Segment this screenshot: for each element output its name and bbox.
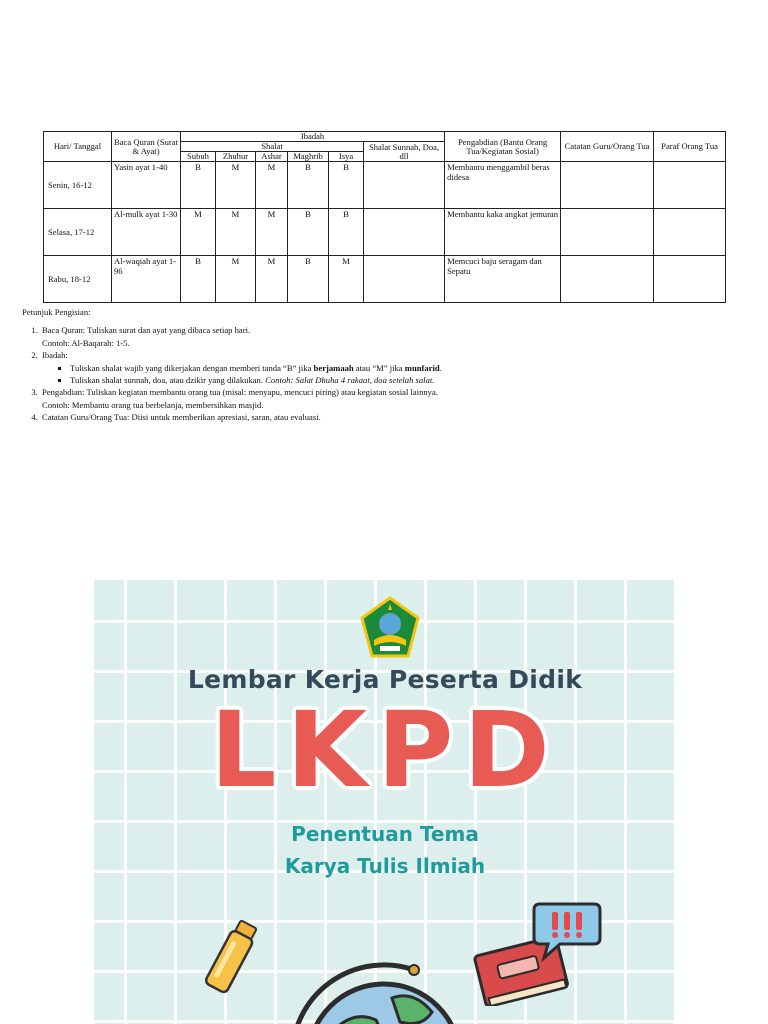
header-ibadah: Ibadah — [181, 132, 445, 142]
cell-maghrib: B — [288, 256, 329, 303]
cell-isya: B — [329, 209, 364, 256]
table-row — [44, 162, 726, 209]
cell-ashar: M — [256, 256, 288, 303]
activity-table — [43, 131, 726, 303]
header-ashar: Ashar — [256, 152, 288, 162]
header-catatan: Catatan Guru/Orang Tua — [561, 132, 654, 162]
cover-title: Lembar Kerja Peserta Didik — [187, 665, 583, 694]
instruction-example: Contoh: Al-Baqarah: 1-5. — [42, 337, 130, 348]
cell-catatan — [561, 162, 654, 209]
cell-sunnah — [364, 162, 445, 209]
header-maghrib: Maghrib — [288, 152, 329, 162]
bullet-text: Tuliskan shalat sunnah, doa, atau dzikir yang dilakukan. — [70, 375, 266, 386]
instruction-text: Baca Quran: Tuliskan surat dan ayat yang dibaca setiap hari. — [42, 325, 251, 336]
header-shalat: Shalat — [181, 142, 364, 152]
instruction-example: Contoh: Membantu orang tua berbelanja, membersihkan masjid. — [42, 399, 264, 410]
cover-big-title: LKPD — [210, 689, 560, 811]
cell-maghrib: B — [288, 209, 329, 256]
instruction-item — [40, 386, 722, 411]
cell-paraf — [654, 256, 726, 303]
instructions-list — [22, 324, 722, 423]
cell-catatan — [561, 209, 654, 256]
cell-quran: Al-mulk ayat 1-30 — [112, 209, 181, 256]
globe-icon — [264, 920, 504, 1024]
cell-isya: B — [329, 162, 364, 209]
cell-paraf — [654, 162, 726, 209]
cell-subuh: B — [181, 162, 216, 209]
table-row — [44, 209, 726, 256]
instruction-item — [40, 411, 722, 423]
cell-ashar: M — [256, 209, 288, 256]
table-row — [44, 256, 726, 303]
cell-paraf — [654, 209, 726, 256]
cell-pengabdian: Membantu kaka angkat jemuran — [445, 209, 561, 256]
kemenag-logo-icon — [360, 596, 420, 660]
header-sunnah: Shalat Sunnah, Doa, dll — [364, 142, 445, 162]
cell-subuh: B — [181, 256, 216, 303]
cover-subtitle: Penentuan Tema — [291, 822, 479, 846]
instructions — [22, 306, 722, 424]
instruction-bullet — [70, 374, 722, 386]
instruction-bullet — [70, 362, 722, 374]
header-zhuhur: Zhuhur — [216, 152, 256, 162]
cell-isya: M — [329, 256, 364, 303]
cell-subuh: M — [181, 209, 216, 256]
cell-day: Selasa, 17-12 — [44, 209, 112, 256]
instruction-item — [40, 324, 722, 349]
bullet-bold: munfarid — [404, 362, 440, 373]
cell-sunnah — [364, 256, 445, 303]
cell-day: Senin, 16-12 — [44, 162, 112, 209]
instruction-text: Catatan Guru/Orang Tua: Diisi untuk memberikan apresiasi, saran, atau evaluasi. — [42, 412, 321, 423]
cell-catatan — [561, 256, 654, 303]
pencil-icon — [200, 916, 260, 1008]
cell-quran: Yasin ayat 1-40 — [112, 162, 181, 209]
cell-maghrib: B — [288, 162, 329, 209]
bullet-text: atau “M” jika — [353, 362, 405, 373]
header-subuh: Subuh — [181, 152, 216, 162]
bullet-bold: berjamaah — [313, 362, 354, 373]
header-day: Hari/ Tanggal — [44, 132, 112, 162]
exclamation-bubble-icon — [530, 898, 604, 964]
instruction-sublist — [42, 362, 722, 387]
cell-pengabdian: Membantu menggambil beras didesa — [445, 162, 561, 209]
cell-zhuhur: M — [216, 162, 256, 209]
cell-quran: Al-waqiah ayat 1-96 — [112, 256, 181, 303]
cell-ashar: M — [256, 162, 288, 209]
header-pengabdian: Pengabdian (Bantu Orang Tua/Kegiatan Sosial) — [445, 132, 561, 162]
bullet-text: Tuliskan shalat wajib yang dikerjakan dengan memberi tanda “B” jika — [70, 362, 314, 373]
bullet-italic: Contoh: Salat Dhuha 4 rakaat, doa setelah salat. — [265, 375, 435, 386]
cell-day: Rabu, 18-12 — [44, 256, 112, 303]
instruction-text: Pengabdian: Tuliskan kegiatan membantu orang tua (misal: menyapu, mencuci piring) atau kegiatan sosial lainnya. — [42, 387, 438, 398]
bullet-text: . — [439, 362, 442, 373]
header-isya: Isya — [329, 152, 364, 162]
header-quran: Baca Quran (Surat & Ayat) — [112, 132, 181, 162]
cell-pengabdian: Memcuci baju seragam dan Sepatu — [445, 256, 561, 303]
instructions-title: Petunjuk Pengisian: — [22, 307, 91, 317]
header-paraf: Paraf Orang Tua — [654, 132, 726, 162]
cell-zhuhur: M — [216, 209, 256, 256]
lkpd-cover-image — [94, 580, 676, 1024]
cover-subtitle: Karya Tulis Ilmiah — [284, 854, 486, 878]
cell-sunnah — [364, 209, 445, 256]
instruction-text: Ibadah: — [42, 350, 68, 361]
cell-zhuhur: M — [216, 256, 256, 303]
instruction-item — [40, 349, 722, 386]
